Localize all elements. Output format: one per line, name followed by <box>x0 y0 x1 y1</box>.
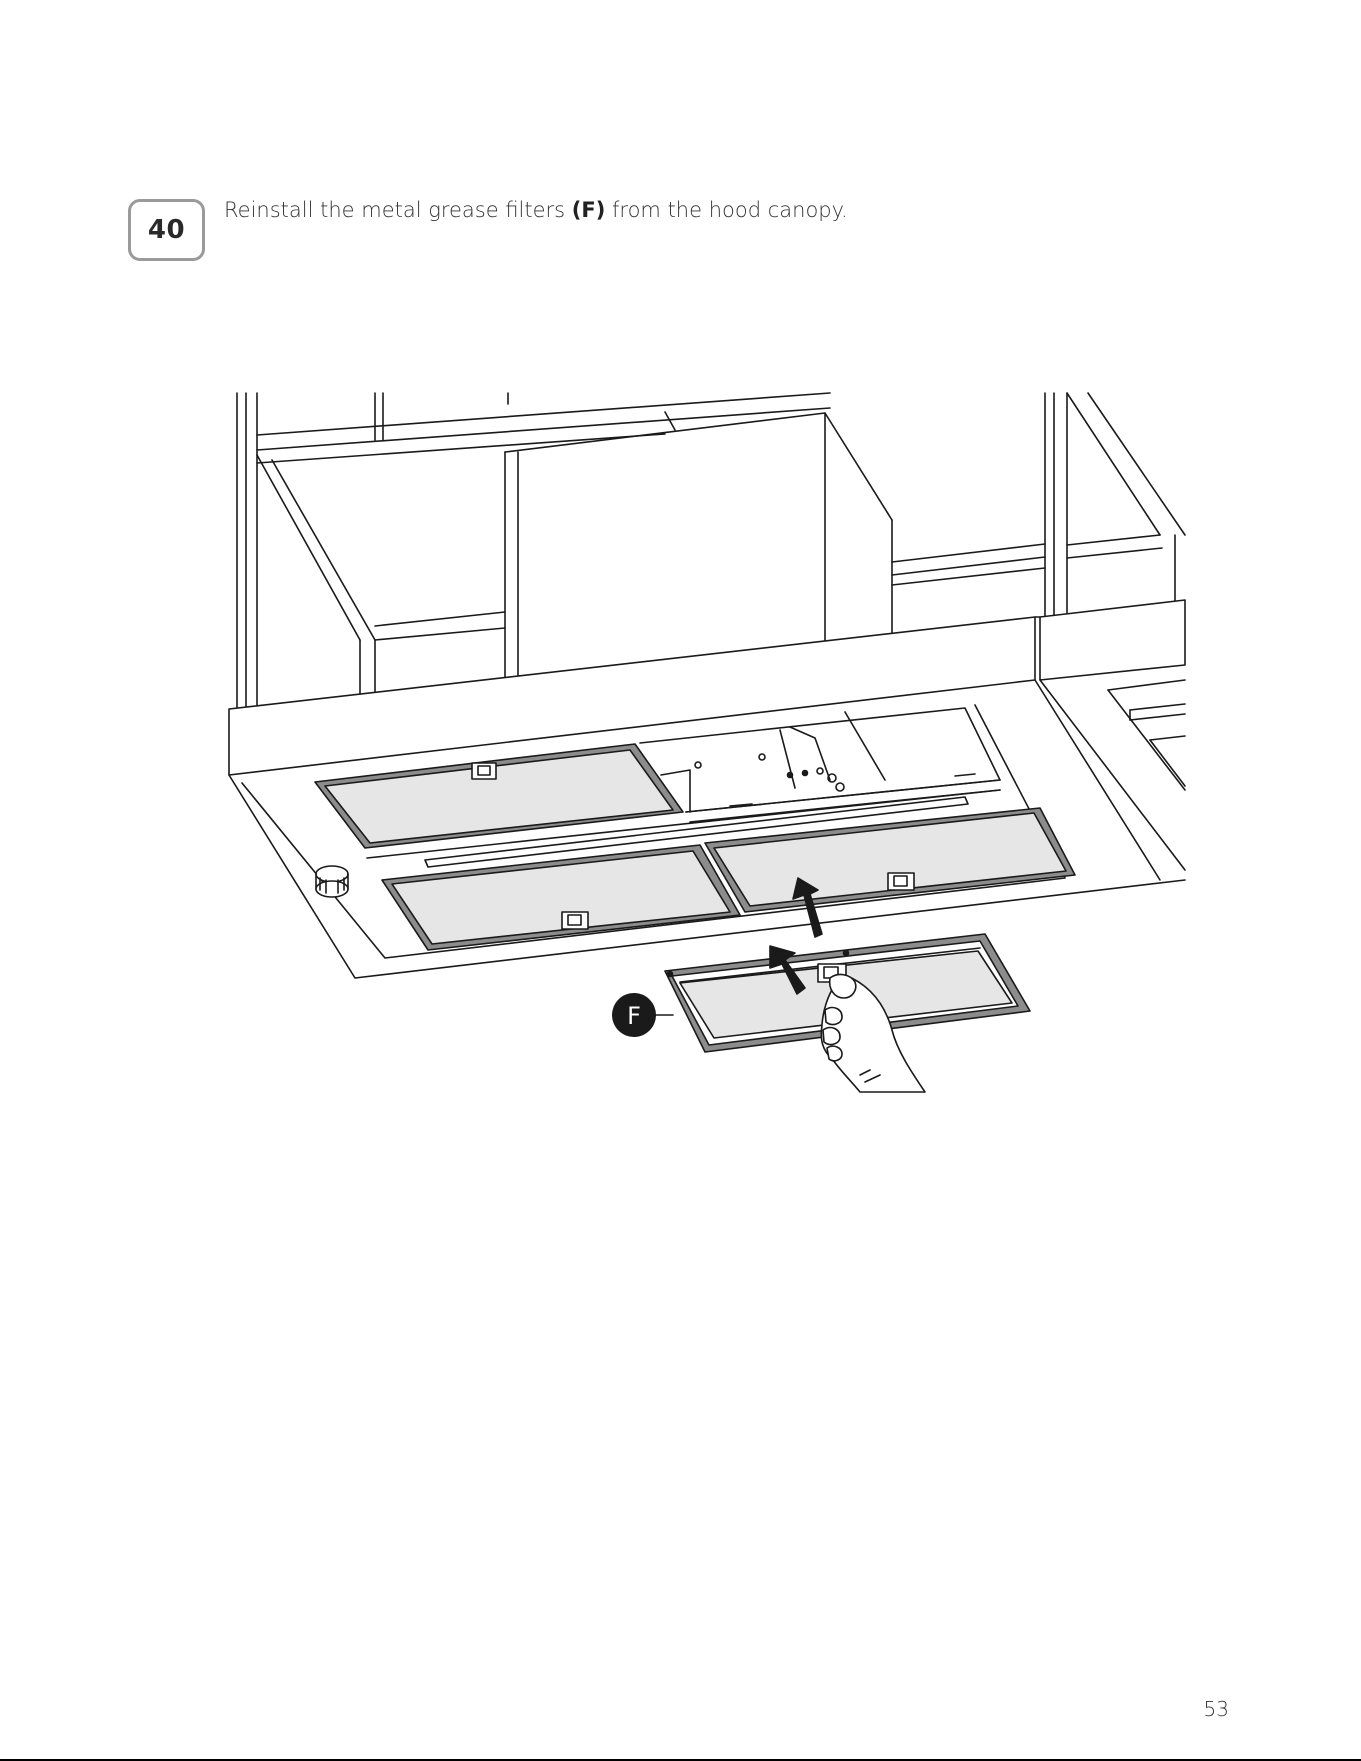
instruction-text-after: from the hood canopy. <box>605 198 848 222</box>
control-knob-icon <box>316 866 348 897</box>
page-number: 53 <box>1203 1697 1229 1721</box>
callout-label: F <box>627 1002 641 1030</box>
step-number: 40 <box>147 215 186 245</box>
part-reference: (F) <box>571 198 606 222</box>
callout-f-badge <box>612 993 656 1037</box>
instruction-text-before: Reinstall the metal grease filters <box>224 198 572 222</box>
